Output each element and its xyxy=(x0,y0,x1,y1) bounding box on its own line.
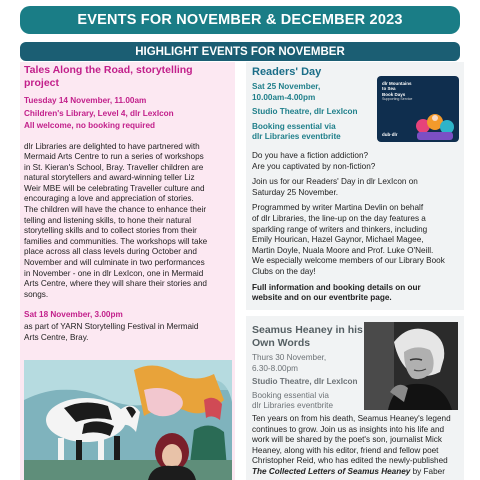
tales-title: Tales Along the Road, storytelling project xyxy=(24,64,193,89)
tales-body: dlr Libraries are delighted to have partnered with Mermaid Arts Centre to run a series of workshops in St. Kieran's School, Bray. Traveller children are natural storytellers and award-winning teller Liz Weir MBE will be celebrating Traveller culture and encouraging a love and appreciation of stories. The children will have the chance to enhance their telling and listening skills, to hone their natural storytelling skills and to collect stories from their families and communities. The workshops will take place across all class levels during October and November and will culminate in two performances in November - one in dlr LexIcon, one in Mermaid Arts Centre, where they will share their stories and songs. xyxy=(24,141,208,299)
readers-day-title: Readers' Day xyxy=(252,66,322,78)
heaney-portrait xyxy=(364,322,458,410)
book-days-poster: dlr Mountains to Sea Book Days Supporting Service dub·dlr xyxy=(377,76,459,142)
events-banner xyxy=(20,6,460,34)
heaney-book-title: The Collected Letters of Seamus Heaney xyxy=(252,466,411,476)
readers-day-booking: Booking essential via xyxy=(252,121,336,131)
mural-photo xyxy=(24,360,232,480)
highlight-banner-title: HIGHLIGHT EVENTS FOR NOVEMBER xyxy=(135,45,345,58)
tales-venue: Children's Library, Level 4, dlr LexIcon xyxy=(24,108,174,118)
heaney-date: Thurs 30 November, xyxy=(252,353,327,362)
heaney-booking: Booking essential via xyxy=(252,390,329,400)
readers-day-info: Full information and booking details on our xyxy=(252,282,421,292)
tales-date: Tuesday 14 November, 11.00am xyxy=(24,96,147,105)
tales-second-body: as part of YARN Storytelling Festival in Mermaid Arts Centre, Bray. xyxy=(24,321,199,342)
dlr-logo: dub·dlr xyxy=(382,132,398,137)
readers-day-venue: Studio Theatre, dlr LexIcon xyxy=(252,107,358,116)
heaney-meta: Thurs 30 November, 6.30-8.00pm Studio Theatre, dlr LexIcon Booking essential via dlr Libraries eventbrite xyxy=(252,353,370,412)
tales-event xyxy=(24,64,236,343)
highlight-banner xyxy=(20,42,460,61)
heaney-body: Ten years on from his death, Seamus Heaney's legend continues to grow. Join us as insights into his life and work will be shared by the poet's son, journalist Mick Heaney, along with his editor, friend and fellow poet Christopher Reid, who has edited the newly-published The Collected Letters of Seamus Heaney by Faber xyxy=(252,414,451,476)
readers-day-meta: Sat 25 November, 10.00am-4.00pm Studio Theatre, dlr LexIcon Booking essential via dlr Libraries eventbrite xyxy=(252,82,400,143)
heaney-title: Seamus Heaney in his Own Words xyxy=(252,324,363,349)
readers-day-body: Do you have a fiction addiction? Are you captivated by non-fiction? Join us for our Readers' Day in dlr LexIcon on Saturday 25 November. Programmed by writer Martina Devlin on behalf of dlr Libraries, the line-up on the day features a sparkling range of writers and thinkers, including Emily Hourican, Hazel Gaynor, Michael Magee, Martin Doyle, Nuala Moore and Prof. Luke O'Neill. We especially welcome members of our Library Book Clubs on the day! Full information and booking details on our website and on our eventbrite page. xyxy=(252,151,458,304)
readers-day-date: Sat 25 November, xyxy=(252,82,321,91)
heaney-venue: Studio Theatre, dlr LexIcon xyxy=(252,377,358,387)
tales-second-date: Sat 18 November, 3.00pm xyxy=(24,310,123,320)
tales-booking: All welcome, no booking required xyxy=(24,121,156,130)
people-illustration-icon xyxy=(413,110,457,140)
events-banner-title: EVENTS FOR NOVEMBER & DECEMBER 2023 xyxy=(77,12,403,28)
